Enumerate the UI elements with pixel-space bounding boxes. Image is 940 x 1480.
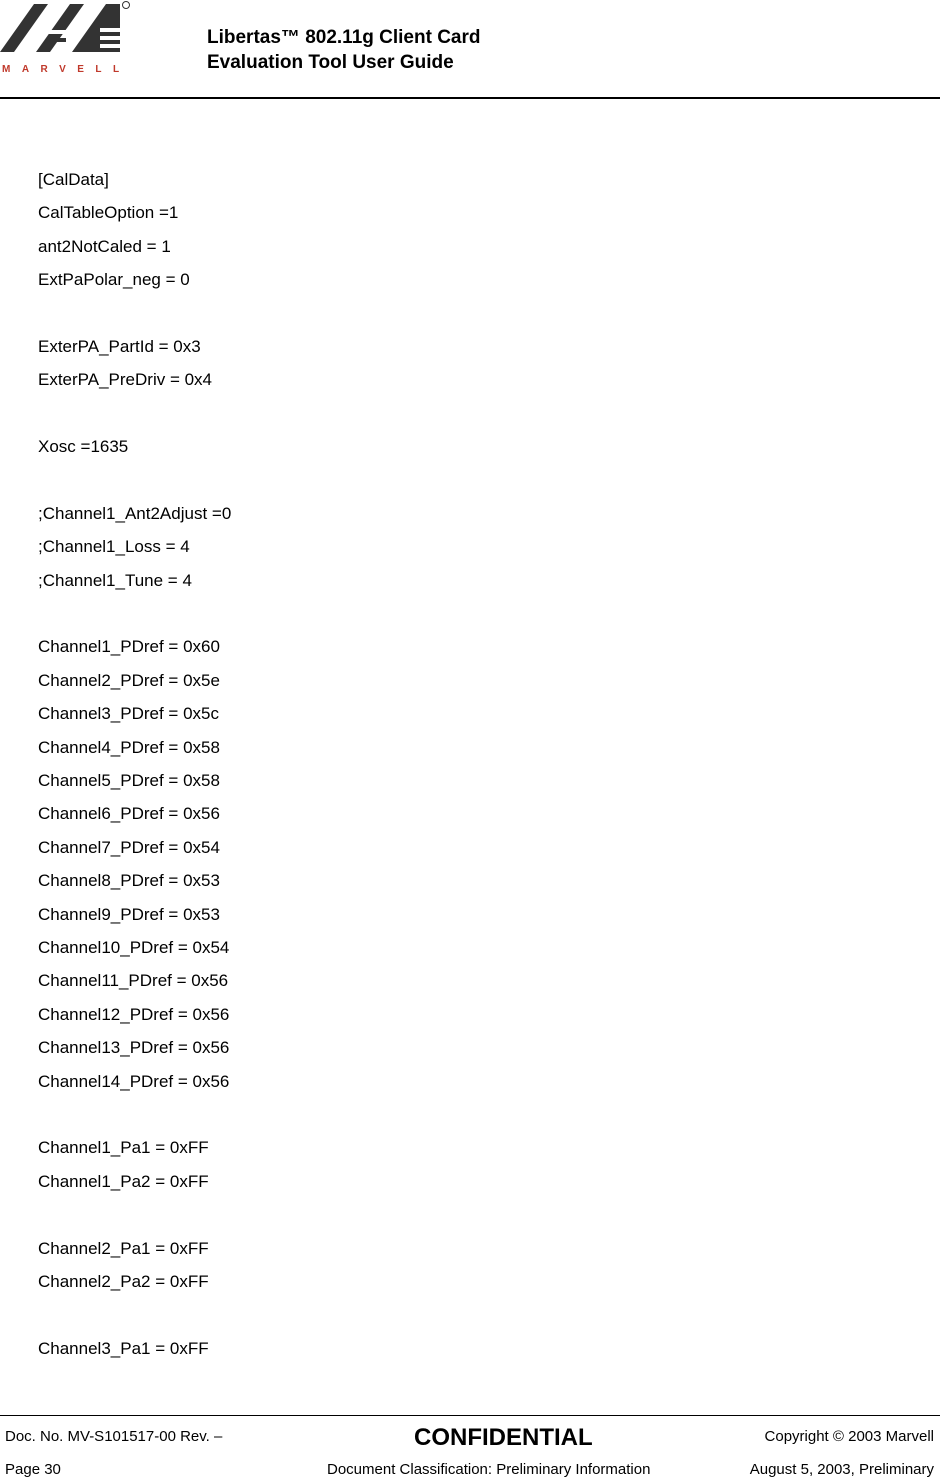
svg-text:MARVELL: MARVELL: [2, 64, 131, 75]
blank-line: [38, 1301, 898, 1334]
config-line: Channel1_Pa1 = 0xFF: [38, 1138, 209, 1158]
blank-line: [38, 467, 898, 500]
footer-page-number: Page 30: [5, 1461, 61, 1478]
marvell-logo: [0, 0, 135, 80]
config-line: Channel2_PDref = 0x5e: [38, 670, 220, 690]
config-line: Channel7_PDref = 0x54: [38, 837, 220, 857]
config-line: ant2NotCaled = 1: [38, 236, 171, 256]
blank-line: [38, 400, 898, 433]
config-listing: [38, 166, 898, 1368]
title-line-1: Libertas™ 802.11g Client Card: [207, 27, 481, 48]
config-line: [CalData]: [38, 170, 109, 189]
config-line: Channel5_PDref = 0x58: [38, 771, 220, 791]
blank-line: [38, 600, 898, 633]
config-line: ;Channel1_Loss = 4: [38, 537, 190, 557]
config-line: Channel3_PDref = 0x5c: [38, 704, 219, 724]
blank-line: [38, 1101, 898, 1134]
document-title: [207, 25, 481, 75]
config-line: Channel10_PDref = 0x54: [38, 937, 230, 957]
blank-line: [38, 1201, 898, 1234]
config-line: Channel1_Pa2 = 0xFF: [38, 1171, 209, 1191]
config-line: ExterPA_PartId = 0x3: [38, 336, 201, 356]
title-line-2: Evaluation Tool User Guide: [207, 52, 454, 73]
header-divider: [0, 97, 940, 99]
config-line: Xosc =1635: [38, 437, 129, 457]
config-line: Channel6_PDref = 0x56: [38, 804, 220, 824]
footer-confidential: CONFIDENTIAL: [414, 1424, 593, 1451]
config-line: ExterPA_PreDriv = 0x4: [38, 370, 213, 390]
footer-doc-number: Doc. No. MV-S101517-00 Rev. –: [5, 1428, 223, 1445]
config-line: Channel14_PDref = 0x56: [38, 1071, 230, 1091]
config-line: ;Channel1_Ant2Adjust =0: [38, 503, 232, 523]
footer-date: August 5, 2003, Preliminary: [749, 1461, 934, 1478]
footer-classification: Document Classification: Preliminary Information: [327, 1461, 651, 1478]
config-line: CalTableOption =1: [38, 203, 179, 223]
config-line: Channel11_PDref = 0x56: [38, 971, 229, 991]
footer-copyright: Copyright © 2003 Marvell: [764, 1428, 934, 1445]
page-header: [0, 0, 940, 100]
config-line: ;Channel1_Tune = 4: [38, 570, 192, 590]
config-line: Channel9_PDref = 0x53: [38, 904, 220, 924]
config-line: Channel12_PDref = 0x56: [38, 1004, 230, 1024]
config-line: Channel1_PDref = 0x60: [38, 637, 220, 657]
config-line: ExtPaPolar_neg = 0: [38, 270, 190, 290]
footer-divider: [0, 1415, 940, 1416]
config-line: Channel13_PDref = 0x56: [38, 1038, 230, 1058]
config-line: Channel2_Pa2 = 0xFF: [38, 1271, 209, 1291]
config-line: Channel8_PDref = 0x53: [38, 871, 220, 891]
config-line: Channel3_Pa1 = 0xFF: [38, 1338, 209, 1358]
config-line: Channel4_PDref = 0x58: [38, 737, 220, 757]
config-line: Channel2_Pa1 = 0xFF: [38, 1238, 209, 1258]
blank-line: [38, 300, 898, 333]
